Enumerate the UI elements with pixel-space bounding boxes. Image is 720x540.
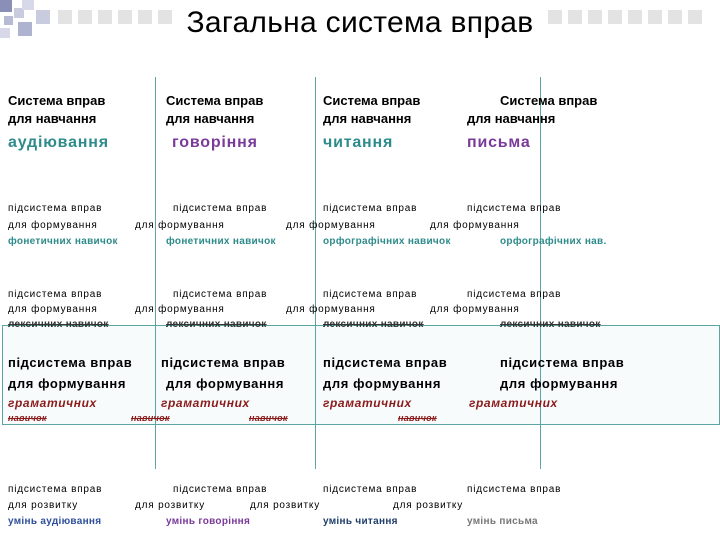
header-col3-line2: для навчання [323,111,412,126]
grammar-col3-line1: підсистема вправ [323,355,448,370]
phonetic-col2-line3: фонетичних навичок [166,236,276,247]
phonetic-col2-line2: для формування [135,220,225,231]
grammar-col4-line2: для формування [500,376,619,391]
lexical-col3-line1: підсистема вправ [323,289,418,300]
skills-col4-line2: для розвитку [393,500,464,511]
header-col2-line2: для навчання [166,111,255,126]
lexical-col1-line1: підсистема вправ [8,289,103,300]
grammar-col4-line1: підсистема вправ [500,355,625,370]
lexical-col4-line3: лексичних навичок [500,319,601,330]
skills-col1-line2: для розвитку [8,500,79,511]
grammar-col2-line2: для формування [166,376,285,391]
lexical-col1-line2: для формування [8,304,98,315]
skills-col3-line2: для розвитку [250,500,321,511]
lexical-col2-line1: підсистема вправ [173,289,268,300]
phonetic-col2-line1: підсистема вправ [173,203,268,214]
phonetic-col3-line2: для формування [286,220,376,231]
lexical-col3-line2: для формування [286,304,376,315]
skills-col2-line2: для розвитку [135,500,206,511]
header-col1-line1: Система вправ [8,93,106,108]
grammar-col1-line3: граматичних [8,396,97,410]
skills-col2-line1: підсистема вправ [173,484,268,495]
header-col3-line1: Система вправ [323,93,421,108]
skills-col3-line3: умінь читання [323,516,398,527]
grammar-col3-line2: для формування [323,376,442,391]
slide-title: Загальна система вправ [186,6,534,39]
skills-col4-line3: умінь письма [467,516,538,527]
phonetic-col3-line1: підсистема вправ [323,203,418,214]
skills-col3-line1: підсистема вправ [323,484,418,495]
header-col2-skill: говоріння [172,134,258,151]
phonetic-col4-line2: для формування [430,220,520,231]
skills-col2-line3: умінь говоріння [166,516,251,527]
lexical-col2-line3: лексичних навичок [166,319,267,330]
grammar-highlight-band [2,325,720,425]
header-col4-line2: для навчання [467,111,556,126]
lexical-col4-line2: для формування [430,304,520,315]
phonetic-col4-line1: підсистема вправ [467,203,562,214]
phonetic-col1-line1: підсистема вправ [8,203,103,214]
phonetic-col3-line3: орфографічних навичок [323,236,451,247]
lexical-col2-line2: для формування [135,304,225,315]
skills-col1-line1: підсистема вправ [8,484,103,495]
grammar-col1-line4: навичок [8,413,47,423]
phonetic-col1-line3: фонетичних навичок [8,236,118,247]
column-divider [315,77,316,469]
grammar-col2-line3: граматичних [161,396,250,410]
column-divider [155,77,156,469]
grammar-col3-line3: граматичних [323,396,412,410]
grammar-col4-line3: граматичних [469,396,558,410]
phonetic-col4-line3: орфографічних нав. [500,236,607,247]
grammar-col3-line4: навичок [249,413,288,423]
lexical-col4-line1: підсистема вправ [467,289,562,300]
grammar-col4-line4: навичок [398,413,437,423]
header-col2-line1: Система вправ [166,93,264,108]
header-col4-line1: Система вправ [500,93,598,108]
header-col1-line2: для навчання [8,111,97,126]
header-col3-skill: читання [323,134,394,151]
skills-col1-line3: умінь аудіювання [8,516,102,527]
grammar-col2-line4: навичок [131,413,170,423]
column-divider [540,77,541,469]
lexical-col1-line3: лексичних навичок [8,319,109,330]
header-col1-skill: аудіювання [8,134,109,151]
lexical-col3-line3: лексичних навичок [323,319,424,330]
grammar-col1-line1: підсистема вправ [8,355,133,370]
grammar-col2-line1: підсистема вправ [161,355,286,370]
skills-col4-line1: підсистема вправ [467,484,562,495]
phonetic-col1-line2: для формування [8,220,98,231]
grammar-col1-line2: для формування [8,376,127,391]
header-col4-skill: письма [467,134,531,151]
